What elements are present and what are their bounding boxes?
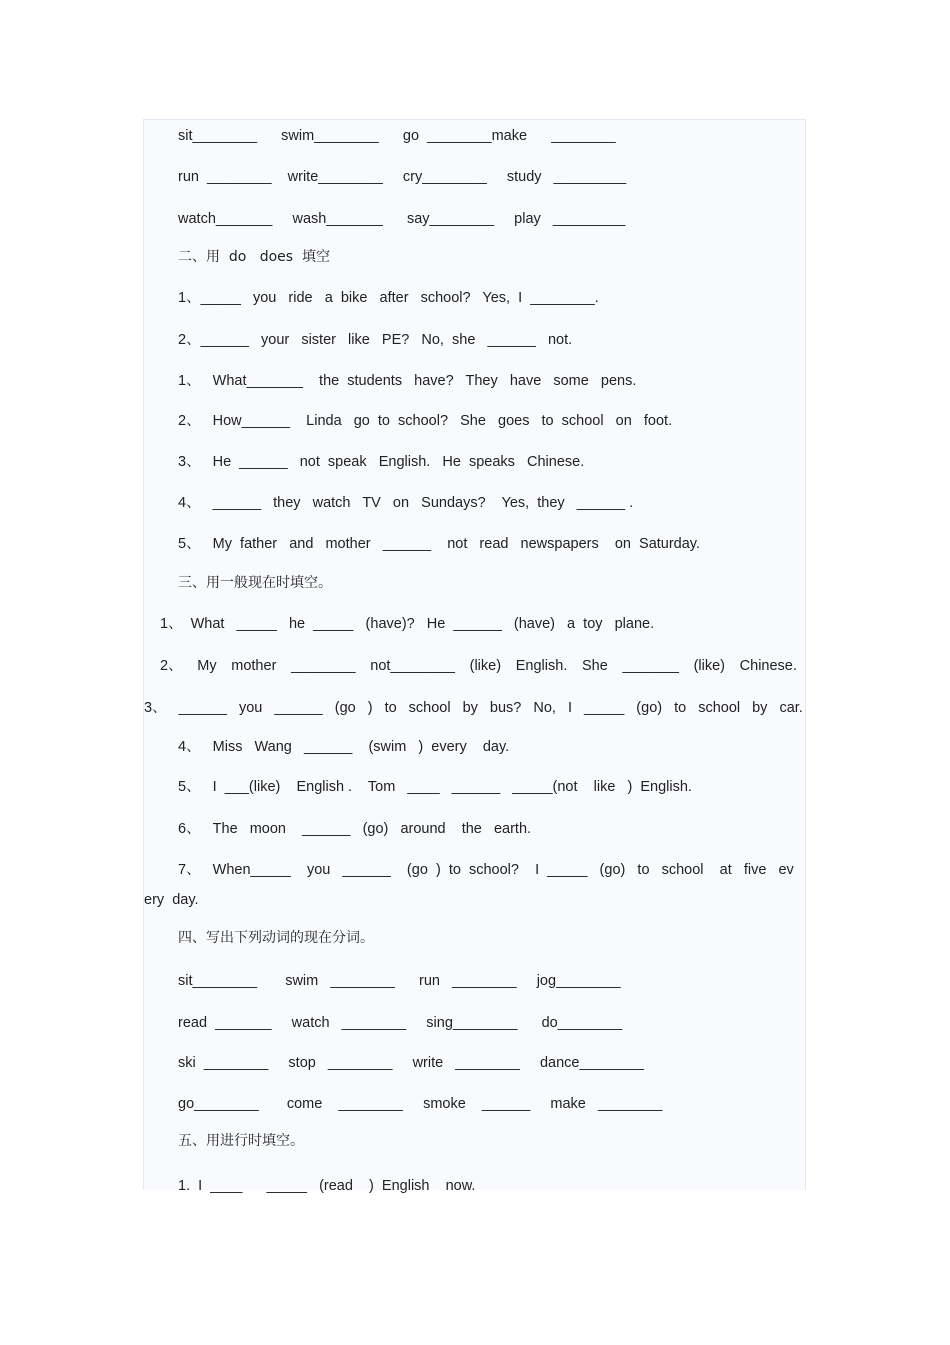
word: 2、 xyxy=(160,658,183,674)
word: My xyxy=(197,658,217,674)
exercise-line: 7、 When_____ you ______ (go ) to school? I _____ (go) to school at five ev xyxy=(178,862,794,878)
blank: ________ xyxy=(291,658,356,674)
word: She xyxy=(581,658,608,674)
exercise-line: 1、 What_______ the students have? They have some pens. xyxy=(178,373,637,389)
word: (like) xyxy=(693,658,725,674)
exercise-line: 6、 The moon ______ (go) around the earth. xyxy=(178,821,532,837)
word: mother xyxy=(231,658,277,674)
word: not________ xyxy=(370,658,455,674)
exercise-line: 4、 ______ they watch TV on Sundays? Yes, they ______ . xyxy=(178,495,634,511)
word: (like) xyxy=(469,658,502,674)
word: 3、 xyxy=(144,700,167,716)
exercise-line: 2、 How______ Linda go to school? She goes to school on foot. xyxy=(178,413,673,429)
word: to xyxy=(674,700,687,716)
exercise-line-justified xyxy=(144,699,803,717)
word: to xyxy=(384,700,397,716)
exercise-line-continued: ery day. xyxy=(144,892,199,908)
section-5-heading: 五、用进行时填空。 xyxy=(178,1133,304,1149)
verb-row-4: sit________ swim ________ run ________ jog________ xyxy=(178,973,621,989)
blank: _____ xyxy=(583,700,625,716)
verb-row-7: go________ come ________ smoke ______ make ________ xyxy=(178,1096,663,1112)
exercise-line: 1、_____ you ride a bike after school? Yes, I ________. xyxy=(178,290,599,306)
word: by xyxy=(462,700,478,716)
word: No, xyxy=(533,700,556,716)
word: car. xyxy=(779,700,803,716)
exercise-line-justified xyxy=(160,657,797,675)
blank: ______ xyxy=(178,700,227,716)
word: (go xyxy=(334,700,356,716)
word: bus? xyxy=(489,700,522,716)
word: ) xyxy=(367,700,373,716)
word: English. xyxy=(515,658,568,674)
exercise-line: 2、______ your sister like PE? No, she ______ not. xyxy=(178,332,573,348)
exercise-line: 5、 I ___(like) English . Tom ____ ______ _____(not like ) English. xyxy=(178,779,692,795)
word: I xyxy=(567,700,572,716)
word: school xyxy=(408,700,451,716)
section-3-heading: 三、用一般现在时填空。 xyxy=(178,575,332,591)
exercise-line: 4、 Miss Wang ______ (swim ) every day. xyxy=(178,739,510,755)
exercise-line: 1、 What _____ he _____ (have)? He ______ (have) a toy plane. xyxy=(160,616,655,632)
verb-row-3: watch_______ wash_______ say________ play _________ xyxy=(178,211,626,227)
word: Chinese. xyxy=(739,658,797,674)
document-page xyxy=(143,119,806,1194)
verb-row-2: run ________ write________ cry________ study _________ xyxy=(178,169,627,185)
blank: _______ xyxy=(622,658,679,674)
verb-row-6: ski ________ stop ________ write ________ dance________ xyxy=(178,1055,644,1071)
section-4-heading: 四、写出下列动词的现在分词。 xyxy=(178,930,374,946)
section-2-heading: 二、用 do does 填空 xyxy=(178,249,330,265)
word: (go) xyxy=(636,700,663,716)
exercise-line: 1. I ____ _____ (read ) English now. xyxy=(178,1178,476,1194)
word: school xyxy=(698,700,741,716)
exercise-line: 3、 He ______ not speak English. He speaks Chinese. xyxy=(178,454,585,470)
blank: ______ xyxy=(274,700,323,716)
exercise-line: 5、 My father and mother ______ not read newspapers on Saturday. xyxy=(178,536,701,552)
word: by xyxy=(752,700,768,716)
word: you xyxy=(238,700,263,716)
verb-row-1: sit________ swim________ go ________make ________ xyxy=(178,128,616,144)
verb-row-5: read _______ watch ________ sing________ do________ xyxy=(178,1015,623,1031)
